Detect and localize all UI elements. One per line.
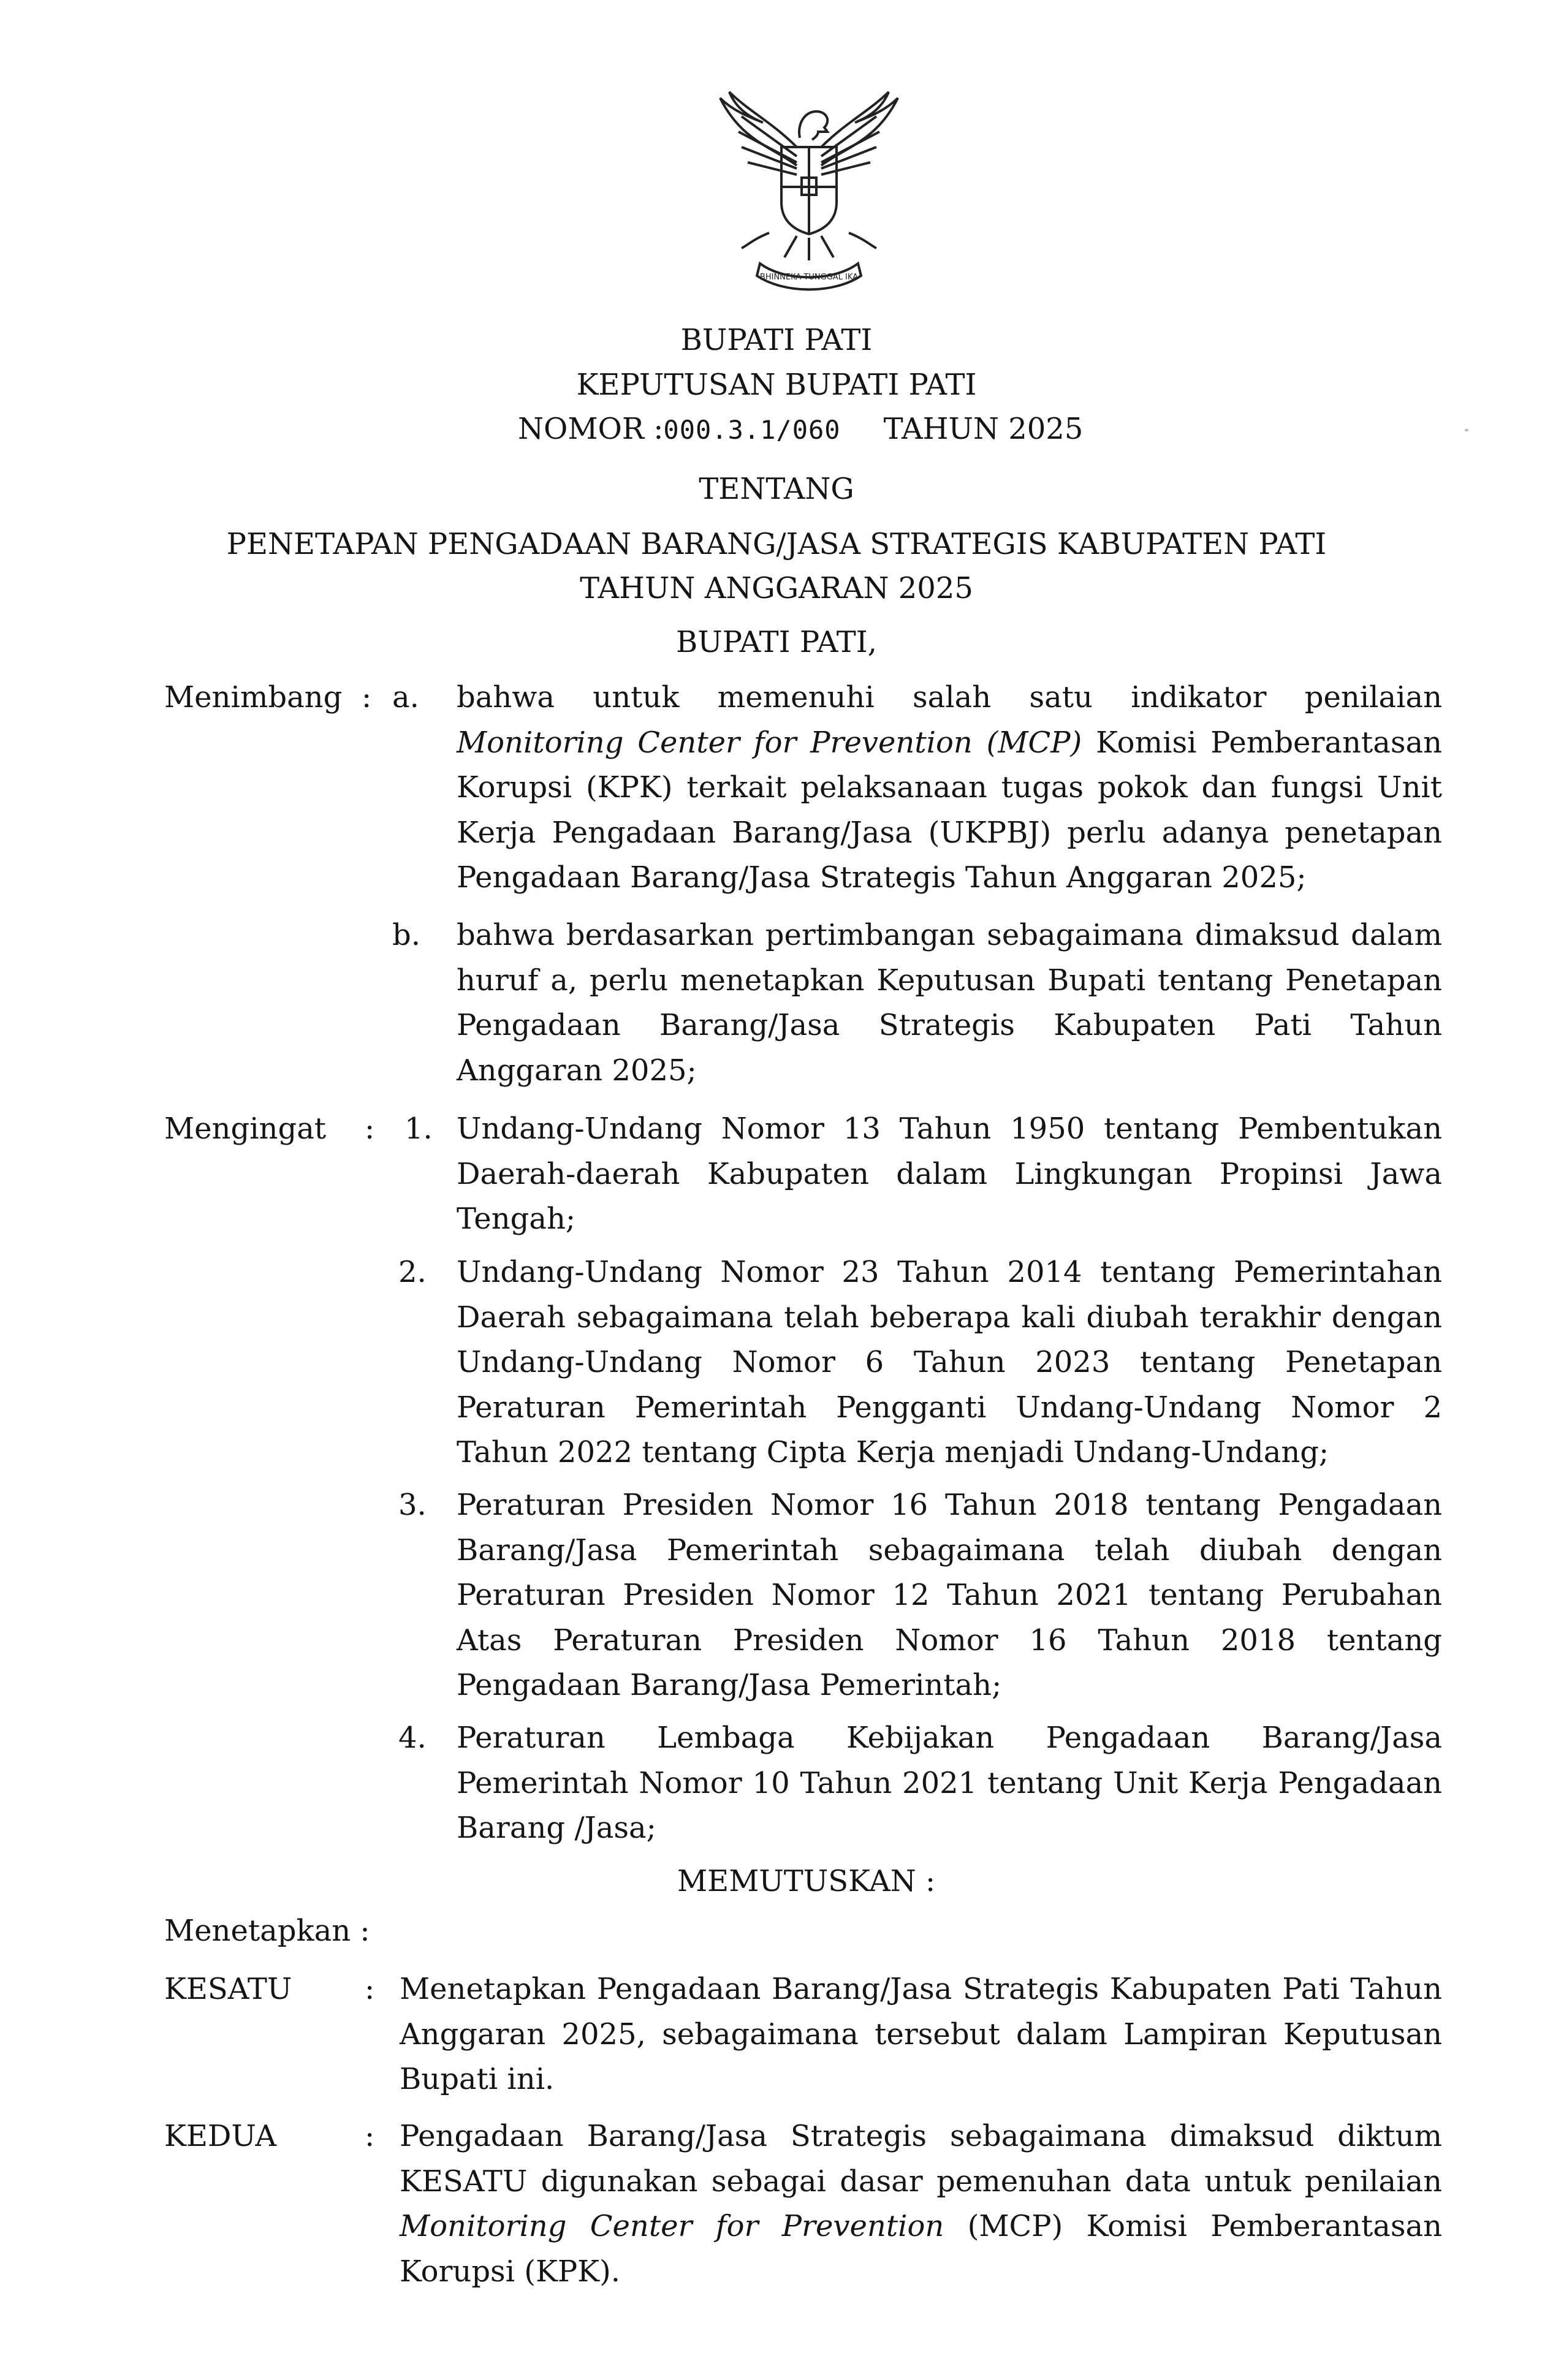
menetapkan-label xyxy=(164,1909,370,1954)
diktum-kesatu-label: KESATU xyxy=(164,1972,292,2006)
emblem-motto: BHINNEKA TUNGGAL IKA xyxy=(759,273,859,282)
memutuskan-heading: MEMUTUSKAN : xyxy=(677,1864,936,1898)
menimbang-label: Menimbang xyxy=(164,680,343,714)
mengingat-mark-2: 2. xyxy=(398,1255,427,1289)
garuda-emblem-icon xyxy=(705,74,913,300)
menimbang-mark-b: b. xyxy=(392,918,420,952)
mengingat-label: Mengingat xyxy=(164,1112,327,1146)
diktum-kesatu-text: Menetapkan Pengadaan Barang/Jasa Strategis Kabupaten Pati Tahun Anggaran 2025, sebagaimana tersebut dalam Lampiran Keputusan Bupati ini. xyxy=(400,1972,1442,2096)
menimbang-item-a xyxy=(457,675,1442,901)
mengingat-mark-4: 4. xyxy=(398,1721,427,1755)
mengingat-item-1: Undang-Undang Nomor 13 Tahun 1950 tentang Pembentukan Daerah-daerah Kabupaten dalam Lingkungan Propinsi Jawa Tengah; xyxy=(457,1112,1442,1236)
diktum-kedua-text xyxy=(400,2114,1442,2294)
subject-line-1: PENETAPAN PENGADAAN BARANG/JASA STRATEGIS KABUPATEN PATI xyxy=(226,527,1327,561)
menimbang-colon: : xyxy=(362,680,372,714)
menimbang-a-italic: Monitoring Center for Prevention (MCP) xyxy=(457,725,1082,760)
mengingat-item-4: Peraturan Lembaga Kebijakan Pengadaan Barang/Jasa Pemerintah Nomor 10 Tahun 2021 tentang Unit Kerja Pengadaan Barang /Jasa; xyxy=(457,1721,1442,1845)
mengingat-colon: : xyxy=(365,1112,375,1146)
subject-line-2: TAHUN ANGGARAN 2025 xyxy=(580,571,973,605)
tentang-heading: TENTANG xyxy=(699,472,854,506)
mengingat-mark-1: 1. xyxy=(404,1112,433,1146)
mengingat-item-3: Peraturan Presiden Nomor 16 Tahun 2018 tentang Pengadaan Barang/Jasa Pemerintah sebagaimana telah diubah dengan Peraturan Presiden Nomor 12 Tahun 2021 tentang Perubahan Atas Peraturan Presiden Nomor 16 Tahun 2018 tentang Pengadaan Barang/Jasa Pemerintah; xyxy=(457,1488,1442,1702)
menimbang-mark-a: a. xyxy=(392,680,419,714)
decree-title: KEPUTUSAN BUPATI PATI xyxy=(576,368,977,402)
menimbang-item-b: bahwa berdasarkan pertimbangan sebagaimana dimaksud dalam huruf a, perlu menetapkan Keputusan Bupati tentang Penetapan Pengadaan Barang/Jasa Strategis Kabupaten Pati Tahun Anggaran 2025; xyxy=(457,918,1442,1088)
menetapkan-label-text: Menetapkan xyxy=(164,1914,351,1948)
diktum-kedua-text-start: Pengadaan Barang/Jasa Strategis sebagaimana dimaksud diktum KESATU digunakan sebagai dasar pemenuhan data untuk penilaian xyxy=(400,2119,1442,2199)
diktum-kedua-text-end: (MCP) Komisi Pemberantasan Korupsi (KPK). xyxy=(400,2209,1442,2289)
issuer-title: BUPATI PATI xyxy=(680,323,873,357)
menimbang-a-text-end: Komisi Pemberantasan Korupsi (KPK) terkait pelaksanaan tugas pokok dan fungsi Unit Kerja Pengadaan Barang/Jasa (UKPBJ) perlu adanya penetapan Pengadaan Barang/Jasa Strategis Tahun Anggaran 2025; xyxy=(457,725,1443,895)
diktum-kedua-italic: Monitoring Center for Prevention xyxy=(400,2209,944,2243)
authority-line: BUPATI PATI, xyxy=(675,625,878,659)
diktum-kedua-colon: : xyxy=(365,2119,375,2153)
nomor-label: NOMOR : xyxy=(518,412,664,446)
decree-number-line xyxy=(518,411,1083,449)
menimbang-a-text: bahwa untuk memenuhi salah satu indikator penilaian xyxy=(457,680,1442,714)
diktum-kesatu-colon: : xyxy=(365,1972,375,2006)
nomor-handwritten-value: 000.3.1/060 xyxy=(663,415,841,445)
menetapkan-colon: : xyxy=(360,1914,370,1948)
diktum-kedua-label: KEDUA xyxy=(164,2119,277,2153)
mengingat-item-2: Undang-Undang Nomor 23 Tahun 2014 tentang Pemerintahan Daerah sebagaimana telah beberapa kali diubah terakhir dengan Undang-Undang Nomor 6 Tahun 2023 tentang Penetapan Peraturan Pemerintah Pengganti Undang-Undang Nomor 2 Tahun 2022 tentang Cipta Kerja menjadi Undang-Undang; xyxy=(457,1255,1442,1469)
tahun-label: TAHUN 2025 xyxy=(883,412,1084,446)
scan-speck xyxy=(1465,429,1468,431)
mengingat-mark-3: 3. xyxy=(398,1488,427,1522)
